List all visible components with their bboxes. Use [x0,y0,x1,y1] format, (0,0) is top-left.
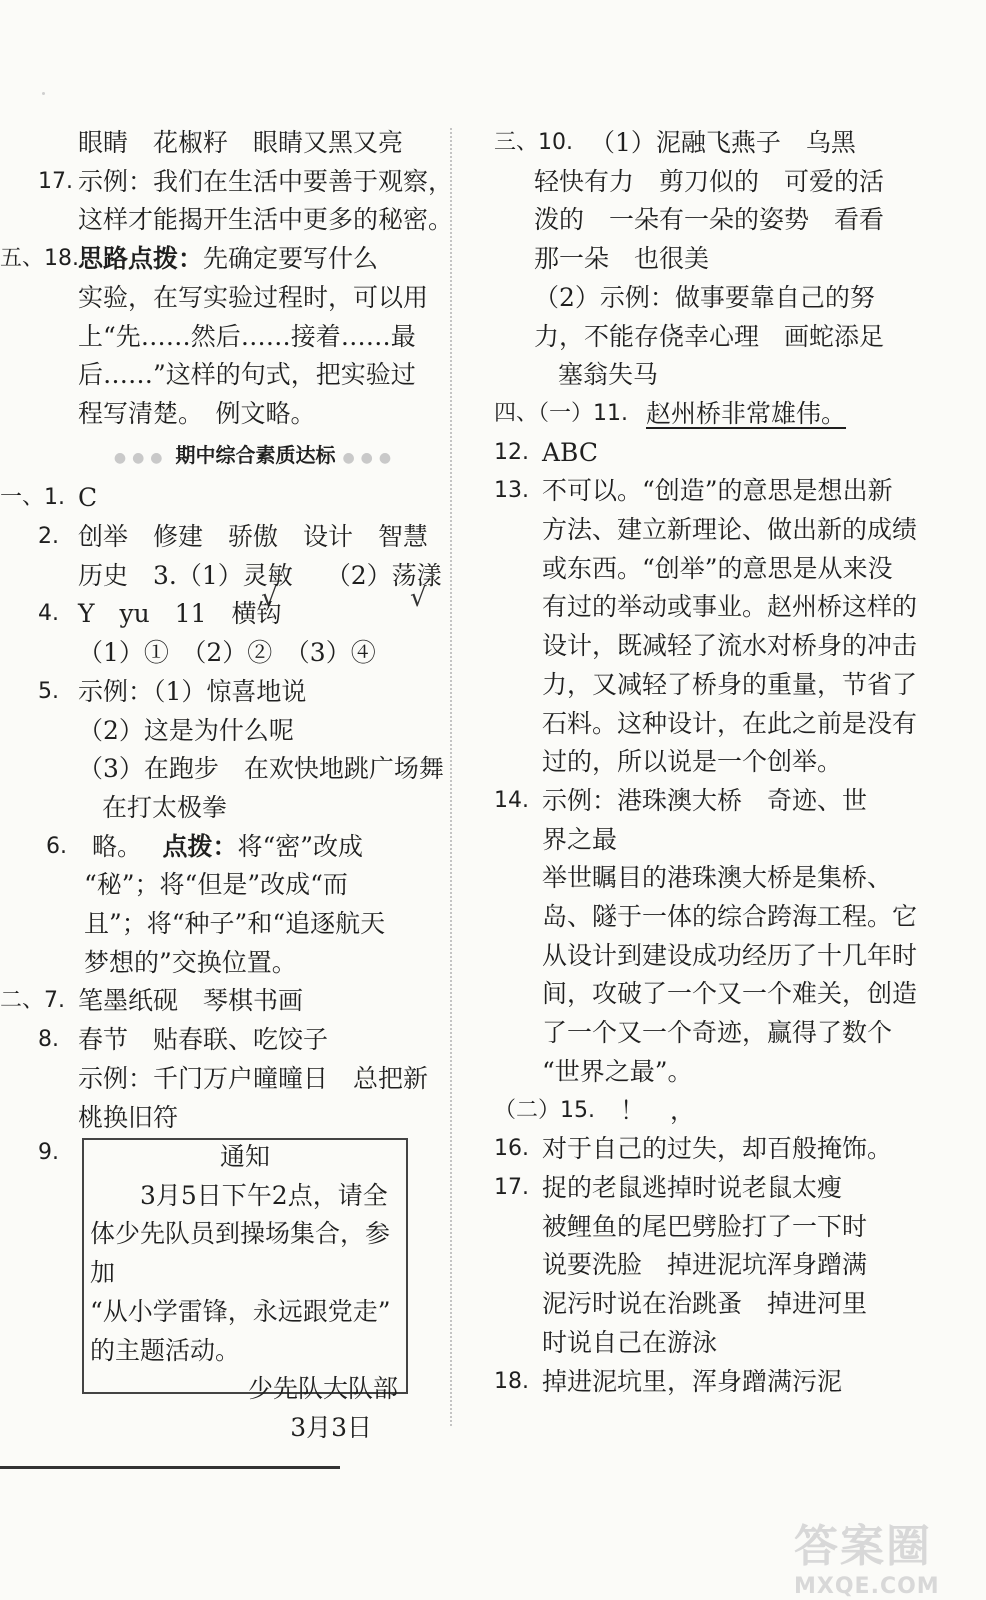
answer-line: 实验，在写实验过程时，可以用 [78,282,429,312]
question-number: 9. [38,1140,59,1165]
answer-line: 示例：千门万户曈曈日 总把新 [78,1063,429,1093]
answer-line: ABC [542,437,599,467]
checked-word: 灵敏 √ [243,557,293,596]
answer-line: 掉进泥坑里，浑身蹭满污泥 [542,1366,843,1396]
answer-line: 且”；将“种子”和“追逐航天 [84,909,386,939]
answer-line: 岛、隧于一体的综合跨海工程。它 [542,902,918,932]
question-number: 5. [38,678,59,704]
answer-line: 泼的 一朵有一朵的姿势 看看 [534,205,885,235]
answer-16 [494,1130,944,1169]
answer-line: 石料。这种设计，在此之前是没有 [542,708,918,738]
question-number: 17. [494,1174,529,1200]
answer-line: 塞翁失马 [558,360,659,390]
underlined-answer: 赵州桥非常雄伟。 [646,398,847,428]
question-number: 五、18. [0,246,79,272]
answer-17 [494,1169,944,1363]
notice-date: 3月3日 [290,1412,372,1442]
answer-18 [494,1363,944,1402]
decoration: ●●● [342,449,398,466]
answer-line: （2）这是为什么呢 [78,715,294,745]
answer-line: C [78,483,98,513]
question-number: 18. [494,1368,529,1394]
question-number: 17. [38,168,73,194]
answer-line: 桃换旧符 [78,1102,179,1132]
watermark-title: 答案圈 [794,1521,932,1572]
question-number: 二、7. [0,988,65,1014]
answer-text: 历史 3.（1） [78,560,243,590]
question-number: 6. [46,833,67,859]
answer-text: 先确定要写什么 [203,244,379,274]
answer-line: 笔墨纸砚 琴棋书画 [78,986,304,1016]
answer-18 [0,240,433,434]
answer-12 [494,434,944,473]
section-title [38,436,433,478]
question-number: （二）15. [494,1097,595,1123]
answer-line: 后……”这样的句式，把实验过 [78,360,416,390]
answer-8 [38,1021,433,1137]
hint-label: 思路点拨： [78,244,204,274]
answer-line: （2）示例：做事要靠自己的努 [534,282,875,312]
right-column [494,124,944,1401]
answer-line: 那一朵 也很美 [534,244,710,274]
question-number: 14. [494,787,529,813]
decoration: ●●● [113,449,169,466]
answer-line: 力，不能存侥幸心理 画蛇添足 [534,321,885,351]
answer-6 [38,828,433,983]
answer-line: 示例：我们在生活中要善于观察， [78,166,454,196]
checked-word: 荡漾 √ [392,557,442,596]
answer-line: 过的，所以说是一个创举。 [542,747,843,777]
bottom-rule [0,1466,340,1469]
answer-16-continued [38,124,433,163]
answer-line: 上“先……然后……接着……最 [78,321,416,351]
notice-line: 3月5日下午2点，请全 [140,1180,388,1210]
answer-line: （1）① （2）② （3）④ [78,638,376,668]
answer-line: 方法、建立新理论、做出新的成绩 [542,515,918,545]
answer-line: 力，又减轻了桥身的重量，节省了 [542,669,918,699]
question-number: 四、（一）11. [494,400,628,426]
left-column [0,124,454,1137]
question-number: 三、10. [494,130,573,155]
answer-line: 不可以。“创造”的意思是想出新 [542,476,893,506]
question-number: 13. [494,478,529,504]
answer-line: Y yu 11 横钩 [78,599,282,629]
answer-1 [0,479,433,518]
answer-line: 设计，既减轻了流水对桥身的冲击 [542,631,918,661]
answer-line: 了一个又一个奇迹，赢得了数个 [542,1018,893,1048]
answer-line [84,828,433,867]
answer-14 [494,782,944,1092]
answer-line: 春节 贴春联、吃饺子 [78,1025,329,1055]
answer-line: 举世瞩目的港珠澳大桥是集桥、 [542,863,893,893]
answer-line: 轻快有力 剪刀似的 可爱的活 [534,166,885,196]
answer-10 [494,124,944,395]
answer-4 [38,595,433,672]
answer-7 [0,982,433,1021]
answer-line: 被鲤鱼的尾巴劈脸打了一下时 [542,1211,868,1241]
hint-label: 点拨： [162,831,238,861]
answer-line: 眼睛 花椒籽 眼睛又黑又亮 [78,128,404,157]
answer-line: 有过的举动或事业。赵州桥这样的 [542,592,918,622]
answer-line: 示例：港珠澳大桥 奇迹、世 [542,785,868,815]
answer-line: 示例：（1）惊喜地说 [78,676,307,706]
section-title-text: 期中综合素质达标 [175,442,336,467]
answer-13 [494,472,944,782]
answer-5 [38,673,444,828]
notice-box [82,1138,408,1442]
notice-line: 的主题活动。 [90,1335,241,1365]
answer-line: 或东西。“创举”的意思是从来没 [542,553,893,583]
answer-15 [494,1092,944,1131]
answer-line: （1）泥融飞燕子 乌黑 [590,128,856,157]
answer-line: 时说自己在游泳 [542,1327,718,1357]
watermark-logo [794,1510,974,1599]
answer-11 [494,395,944,434]
answer-line: 说要洗脸 掉进泥坑浑身蹭满 [542,1250,868,1280]
question-number: 2. [38,524,59,550]
answer-line: 在打太极拳 [102,792,228,822]
answer-line: 对于自己的过失，却百般掩饰。 [542,1134,893,1164]
watermark-url: MXQE.COM [794,1574,940,1599]
answer-line: 界之最 [542,824,618,854]
question-number: 12. [494,439,529,465]
question-number: 一、1. [0,485,65,511]
answer-line: “秘”；将“但是”改成“而 [84,870,348,900]
answer-line: 这样才能揭开生活中更多的秘密。 [78,205,454,235]
answer-line: ！ ， [620,1095,696,1125]
answer-text: （2） [325,560,392,590]
answer-line: 程写清楚。 例文略。 [78,398,316,428]
answer-line [78,557,442,596]
column-divider [450,128,452,1426]
answer-line: 梦想的”交换位置。 [84,947,297,977]
answer-2 [38,518,442,595]
answer-text: 将“密”改成 [237,831,364,861]
answer-text: 略。 [92,831,130,861]
answer-line: “世界之最”。 [542,1056,693,1086]
answer-line: 创举 修建 骄傲 设计 智慧 [78,522,429,552]
answer-line: （3）在跑步 在欢快地跳广场舞 [78,754,444,784]
notice-line: 体少先队员到操场集合，参加 [90,1219,391,1288]
answer-line: 间，攻破了一个又一个难关，创造 [542,979,918,1009]
question-number: 4. [38,601,59,627]
notice-title: 通知 [219,1142,270,1171]
question-number: 8. [38,1027,59,1053]
answer-line [78,240,433,279]
answer-line: 泥污时说在治跳蚤 掉进河里 [542,1289,868,1319]
answer-line: 从设计到建设成功经历了十几年时 [542,940,918,970]
question-number: 16. [494,1136,529,1162]
notice-line: “从小学雷锋，永远跟党走” [90,1296,391,1326]
answer-line: 捉的老鼠逃掉时说老鼠太瘦 [542,1172,843,1202]
answer-17 [38,163,454,240]
page-mark [42,92,45,95]
notice-signature: 少先队大队部 [247,1374,398,1404]
